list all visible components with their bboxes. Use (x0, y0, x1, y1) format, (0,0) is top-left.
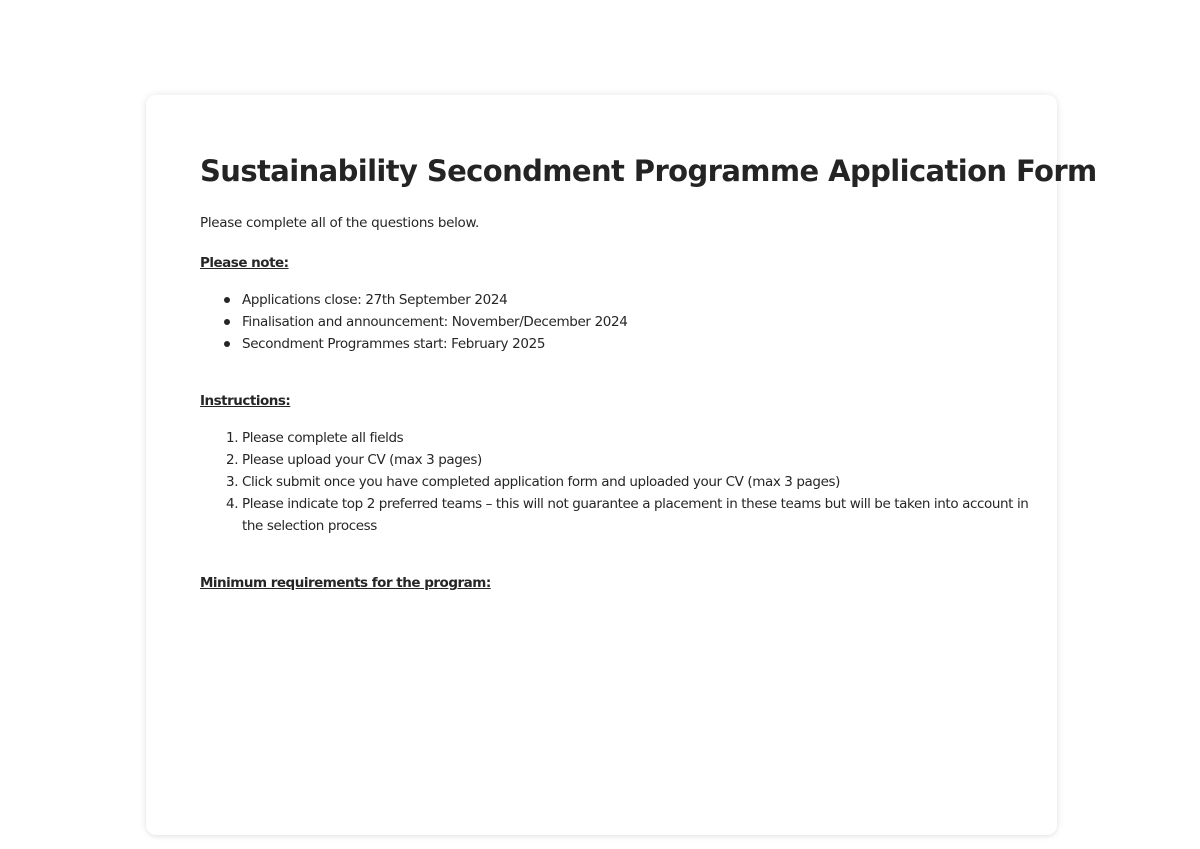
list-number: 3. (226, 474, 239, 490)
instructions-list (200, 427, 1040, 537)
list-item (226, 493, 1040, 537)
form-title: Sustainability Secondment Programme Application Form (200, 154, 1097, 188)
list-number: 2. (226, 452, 239, 468)
list-item (226, 471, 1040, 493)
list-item-text: Secondment Programmes start: February 2025 (242, 336, 546, 352)
form-header (200, 151, 1097, 592)
list-item (226, 449, 1040, 471)
list-item-text: Please complete all fields (242, 430, 404, 446)
list-item-text: Applications close: 27th September 2024 (242, 292, 508, 308)
list-item (242, 289, 1040, 311)
key-dates-list (200, 289, 1040, 355)
list-number: 4. (226, 496, 239, 512)
form-intro: Please complete all of the questions below. (200, 215, 479, 231)
list-item (226, 427, 1040, 449)
form-card (146, 95, 1097, 835)
instructions-heading: Instructions: (200, 393, 291, 409)
list-item (242, 333, 1040, 355)
bullet-icon (224, 297, 230, 303)
bullet-icon (224, 319, 230, 325)
list-item-text: Click submit once you have completed application form and uploaded your CV (max 3 pages) (242, 474, 840, 490)
requirements-heading: Minimum requirements for the program: (200, 575, 491, 591)
list-number: 1. (226, 430, 239, 446)
list-item-text: Please indicate top 2 preferred teams – this will not guarantee a placement in these teams but will be taken into account in the selection process (242, 496, 1029, 534)
note-heading: Please note: (200, 255, 289, 271)
list-item-text: Finalisation and announcement: November/December 2024 (242, 314, 628, 330)
bullet-icon (224, 341, 230, 347)
list-item (242, 311, 1040, 333)
list-item-text: Please upload your CV (max 3 pages) (242, 452, 482, 468)
